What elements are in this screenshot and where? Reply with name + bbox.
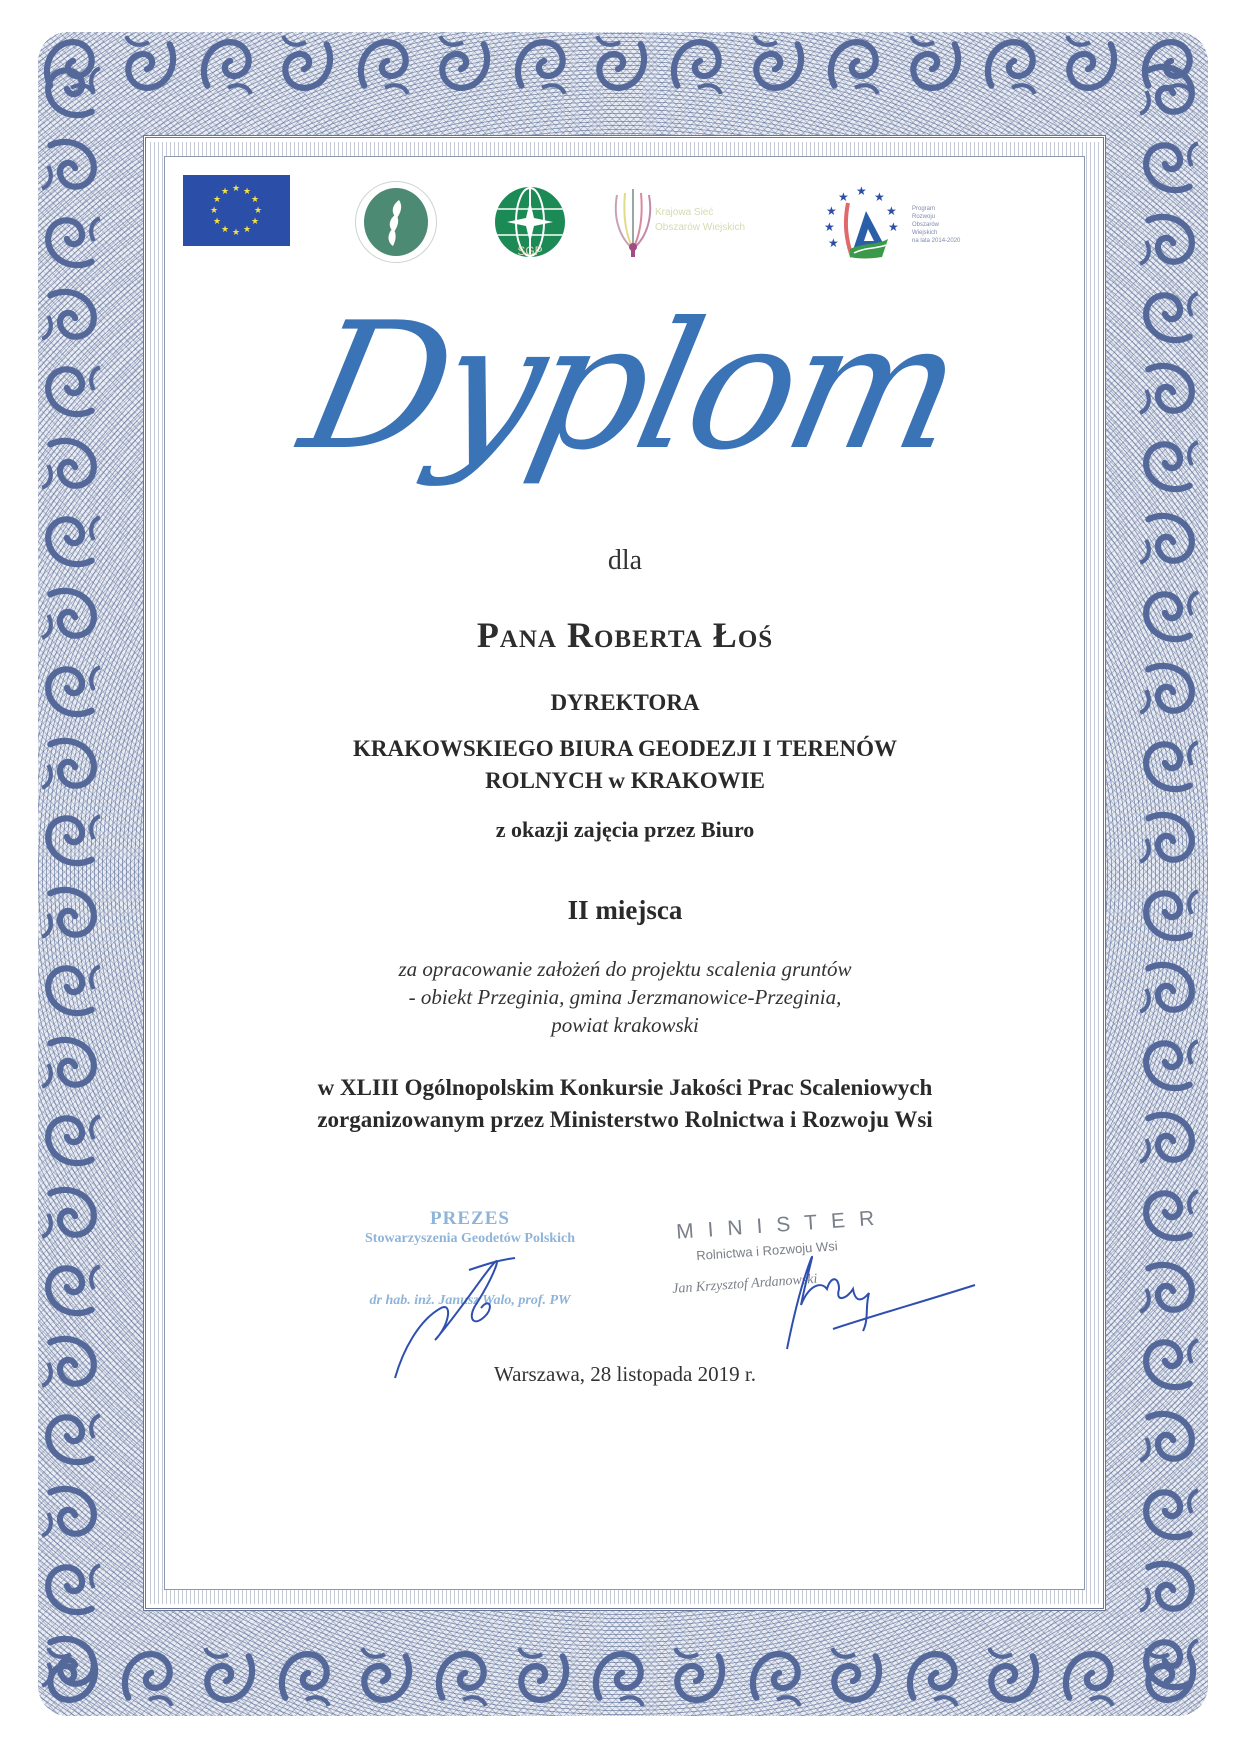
eu-star-icon: ★ xyxy=(212,194,222,204)
scroll-ornament-icon xyxy=(40,1407,102,1469)
svg-text:★: ★ xyxy=(886,204,897,218)
scroll-ornament-icon xyxy=(1138,1482,1200,1544)
scroll-ornament-icon xyxy=(40,1482,102,1544)
border-scrolls-top xyxy=(40,34,1200,104)
sig-left-name: dr hab. inż. Janusz Walo, prof. PW xyxy=(369,1293,571,1308)
scroll-ornament-icon xyxy=(40,60,102,122)
svg-text:★: ★ xyxy=(824,220,835,234)
sig-right-org: Rolnictwa i Rozwoju Wsi xyxy=(695,1238,839,1264)
scroll-ornament-icon xyxy=(40,285,102,347)
scroll-ornament-icon xyxy=(40,1183,102,1245)
recipient-role: DYREKTORA xyxy=(550,690,700,715)
svg-text:★: ★ xyxy=(828,236,839,250)
scroll-ornament-icon xyxy=(746,1646,808,1708)
scroll-ornament-icon xyxy=(589,1646,651,1708)
scroll-ornament-icon xyxy=(1138,883,1200,945)
scroll-ornament-icon xyxy=(667,34,729,96)
scroll-ornament-icon xyxy=(354,1646,416,1708)
scroll-ornament-icon xyxy=(40,359,102,421)
scroll-ornament-icon xyxy=(118,34,180,96)
scroll-ornament-icon xyxy=(981,34,1043,96)
scroll-ornament-icon xyxy=(197,34,259,96)
scroll-ornament-icon xyxy=(1138,1557,1200,1619)
scroll-ornament-icon xyxy=(667,1646,729,1708)
border-scrolls-left xyxy=(40,60,110,1694)
eu-star-icon: ★ xyxy=(243,224,252,235)
scroll-ornament-icon xyxy=(1138,1108,1200,1170)
scroll-ornament-icon xyxy=(746,34,808,96)
institution-line2: ROLNYCH w KRAKOWIE xyxy=(485,768,765,793)
contest-line1: w XLIII Ogólnopolskim Konkursie Jakości Prac Scaleniowych xyxy=(317,1075,933,1100)
scroll-ornament-icon xyxy=(40,883,102,945)
eu-star-icon: ★ xyxy=(251,194,260,204)
sig-left-org: Stowarzyszenia Geodetów Polskich xyxy=(365,1231,575,1246)
sgp-globe-icon xyxy=(495,187,565,257)
scroll-ornament-icon xyxy=(1138,359,1200,421)
svg-text:★: ★ xyxy=(838,190,849,204)
scroll-ornament-icon xyxy=(40,1108,102,1170)
scroll-ornament-icon xyxy=(40,1632,102,1694)
scroll-ornament-icon xyxy=(981,1646,1043,1708)
institution-line1: KRAKOWSKIEGO BIURA GEODEZJI I TERENÓW xyxy=(352,736,898,761)
scroll-ornament-icon xyxy=(354,34,416,96)
sig-right-name: Jan Krzysztof Ardanowski xyxy=(671,1271,818,1297)
svg-text:★: ★ xyxy=(874,190,885,204)
svg-text:SGP: SGP xyxy=(517,244,543,257)
ksow-flower-icon xyxy=(605,187,661,257)
scroll-ornament-icon xyxy=(1138,734,1200,796)
eu-star-icon: ★ xyxy=(243,185,252,196)
diploma-title: Dyplom xyxy=(287,286,973,489)
ksow-line1: Krajowa Sieć xyxy=(655,207,714,218)
prow-emblem-icon xyxy=(822,183,908,263)
reason-line1: za opracowanie założeń do projektu scalenia gruntów xyxy=(398,957,852,981)
eu-star-icon: ★ xyxy=(251,216,260,226)
scroll-ornament-icon xyxy=(903,34,965,96)
scroll-ornament-icon xyxy=(903,1646,965,1708)
scroll-ornament-icon xyxy=(432,1646,494,1708)
border-scrolls-right xyxy=(1138,60,1208,1694)
reason-line3: powiat krakowski xyxy=(551,1013,699,1037)
signature-block-right xyxy=(668,1206,928,1297)
scroll-ornament-icon xyxy=(40,509,102,571)
ksow-logo xyxy=(605,187,805,257)
scroll-ornament-icon xyxy=(1138,1033,1200,1095)
prow-logo xyxy=(822,183,962,263)
scroll-ornament-icon xyxy=(40,434,102,496)
scroll-ornament-icon xyxy=(1138,958,1200,1020)
prow-line1: Program xyxy=(912,206,936,212)
institution-name xyxy=(170,733,1080,797)
scroll-ornament-icon xyxy=(197,1646,259,1708)
occasion-text: z okazji zajęcia przez Biuro xyxy=(495,817,755,842)
border-scrolls-bottom xyxy=(40,1646,1200,1716)
eu-star-icon: ★ xyxy=(221,224,230,235)
reason-line2: - obiekt Przeginia, gmina Jerzmanowice-Przeginia, xyxy=(408,985,842,1009)
scroll-ornament-icon xyxy=(1138,1632,1200,1694)
ksow-line2: Obszarów Wiejskich xyxy=(655,222,746,233)
scroll-ornament-icon xyxy=(40,1033,102,1095)
scroll-ornament-icon xyxy=(1138,1183,1200,1245)
scroll-ornament-icon xyxy=(1138,1407,1200,1469)
scroll-ornament-icon xyxy=(40,1332,102,1394)
scroll-ornament-icon xyxy=(275,34,337,96)
scroll-ornament-icon xyxy=(511,1646,573,1708)
svg-text:★: ★ xyxy=(856,184,867,198)
scroll-ornament-icon xyxy=(511,34,573,96)
scroll-ornament-icon xyxy=(1059,34,1121,96)
scroll-ornament-icon xyxy=(40,808,102,870)
prow-line2: Rozwoju xyxy=(912,214,936,220)
scroll-ornament-icon xyxy=(40,734,102,796)
sig-right-title: MINISTER xyxy=(675,1206,889,1244)
scroll-ornament-icon xyxy=(275,1646,337,1708)
sig-left-title: PREZES xyxy=(430,1208,510,1229)
scroll-ornament-icon xyxy=(40,584,102,646)
signature-block-left xyxy=(320,1208,620,1309)
eu-star-icon: ★ xyxy=(232,227,241,237)
recipient-name: Pana Roberta Łoś xyxy=(476,615,774,655)
scroll-ornament-icon xyxy=(824,1646,886,1708)
prow-line5: na lata 2014-2020 xyxy=(912,238,961,244)
prow-line4: Wiejskich xyxy=(912,230,938,236)
dla-label: dla xyxy=(607,545,643,576)
eu-star-icon: ★ xyxy=(254,205,263,215)
contest-text xyxy=(170,1072,1080,1136)
eu-star-icon: ★ xyxy=(210,205,219,215)
eu-star-icon: ★ xyxy=(232,183,241,193)
wheat-emblem-icon xyxy=(355,181,437,263)
scroll-ornament-icon xyxy=(40,958,102,1020)
eu-star-icon: ★ xyxy=(212,216,222,226)
scroll-ornament-icon xyxy=(1138,285,1200,347)
scroll-ornament-icon xyxy=(1138,659,1200,721)
scroll-ornament-icon xyxy=(1138,584,1200,646)
scroll-ornament-icon xyxy=(1138,1258,1200,1320)
scroll-ornament-icon xyxy=(1059,1646,1121,1708)
scroll-ornament-icon xyxy=(824,34,886,96)
scroll-ornament-icon xyxy=(40,1258,102,1320)
eu-star-icon: ★ xyxy=(221,185,230,196)
contest-line2: zorganizowanym przez Ministerstwo Rolnictwa i Rozwoju Wsi xyxy=(317,1107,933,1132)
scroll-ornament-icon xyxy=(1138,434,1200,496)
prow-line3: Obszarów xyxy=(912,222,940,228)
scroll-ornament-icon xyxy=(40,1557,102,1619)
scroll-ornament-icon xyxy=(40,659,102,721)
scroll-ornament-icon xyxy=(118,1646,180,1708)
scroll-ornament-icon xyxy=(432,34,494,96)
scroll-ornament-icon xyxy=(1138,509,1200,571)
award-reason xyxy=(170,955,1080,1039)
issue-date: Warszawa, 28 listopada 2019 r. xyxy=(494,1362,756,1386)
logo-bar xyxy=(0,175,1240,275)
scroll-ornament-icon xyxy=(1138,1332,1200,1394)
scroll-ornament-icon xyxy=(1138,60,1200,122)
award-place: II miejsca xyxy=(567,895,683,925)
eu-flag-icon xyxy=(183,175,290,246)
scroll-ornament-icon xyxy=(1138,808,1200,870)
svg-text:★: ★ xyxy=(826,204,837,218)
scroll-ornament-icon xyxy=(589,34,651,96)
svg-text:★: ★ xyxy=(888,220,899,234)
